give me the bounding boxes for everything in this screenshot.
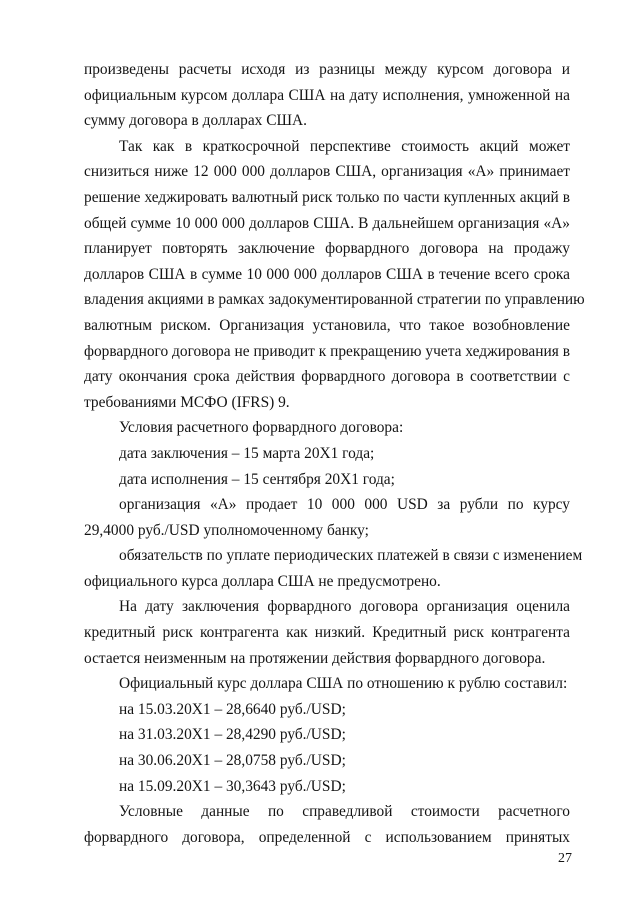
text-line: планирует повторять заключение форвардного договора на продажу	[84, 240, 570, 258]
text-line: на 15.09.20Х1 – 30,3643 руб./USD;	[119, 777, 346, 795]
text-line: на 15.03.20Х1 – 28,6640 руб./USD;	[119, 700, 346, 718]
text-line: валютным риском. Организация установила, что такое возобновление	[84, 316, 570, 334]
text-line: снизиться ниже 12 000 000 долларов США, организация «А» принимает	[84, 163, 570, 181]
text-line: владения акциями в рамках задокументированной стратегии по управлению	[84, 291, 585, 309]
text-line: на 30.06.20Х1 – 28,0758 руб./USD;	[119, 752, 346, 770]
text-line: официального курса доллара США не предусмотрено.	[84, 572, 441, 590]
body-text	[84, 57, 585, 850]
text-line: дату окончания срока действия форвардного договора в соответствии с	[84, 368, 570, 386]
text-line: обязательств по уплате периодических платежей в связи с изменением	[119, 547, 583, 565]
text-line: дата заключения – 15 марта 20Х1 года;	[119, 444, 375, 462]
text-line: На дату заключения форвардного договора организация оценила	[119, 598, 570, 616]
text-line: кредитный риск контрагента как низкий. Кредитный риск контрагента	[84, 624, 570, 642]
text-line: на 31.03.20Х1 – 28,4290 руб./USD;	[119, 726, 346, 744]
text-line: форвардного договора не приводит к прекращению учета хеджирования в	[84, 342, 570, 360]
text-line: произведены расчеты исходя из разницы между курсом договора и	[84, 61, 570, 78]
page-number: 27	[558, 851, 572, 866]
text-line: требованиями МСФО (IFRS) 9.	[84, 393, 290, 411]
text-line: Так как в краткосрочной перспективе стоимость акций может	[119, 137, 570, 155]
text-line: Условные данные по справедливой стоимости расчетного	[119, 803, 570, 821]
text-line: официальным курсом доллара США на дату исполнения, умноженной на	[84, 86, 570, 104]
text-line: форвардного договора, определенной с использованием принятых	[84, 828, 570, 846]
text-line: 29,4000 руб./USD уполномоченному банку;	[84, 521, 369, 539]
text-line: Условия расчетного форвардного договора:	[119, 419, 404, 437]
text-line: общей сумме 10 000 000 долларов США. В дальнейшем организация «А»	[84, 214, 570, 232]
text-line: сумму договора в долларах США.	[84, 112, 307, 130]
text-line: дата исполнения – 15 сентября 20Х1 года;	[119, 470, 395, 488]
text-line: остается неизменным на протяжении действия форвардного договора.	[84, 649, 546, 667]
text-line: долларов США в сумме 10 000 000 долларов США в течение всего срока	[84, 265, 570, 283]
text-line: Официальный курс доллара США по отношению к рублю составил:	[119, 675, 568, 693]
text-line: решение хеджировать валютный риск только по части купленных акций в	[84, 188, 570, 206]
text-line: организация «А» продает 10 000 000 USD за рубли по курсу	[119, 496, 570, 514]
